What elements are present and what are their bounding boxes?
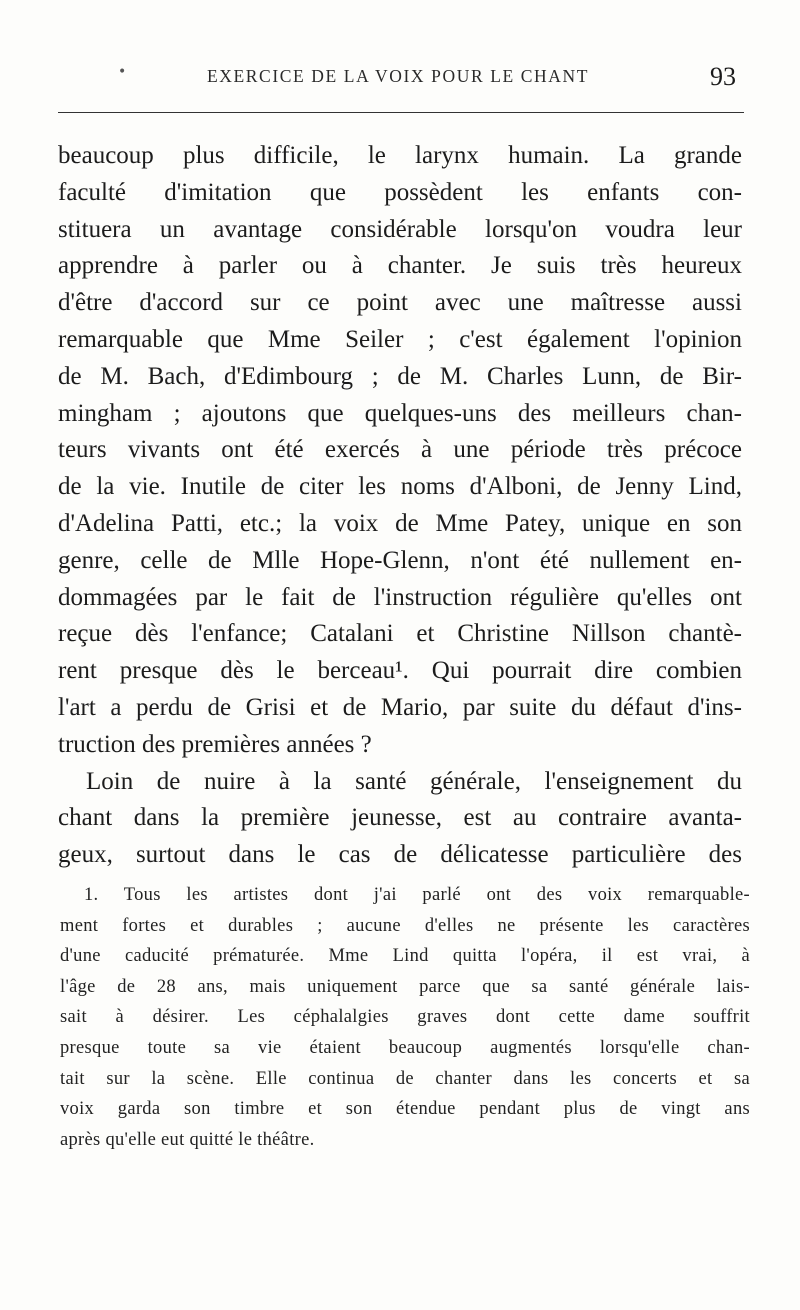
text-line: dommagées par le fait de l'instruction régulière qu'elles ont	[58, 583, 742, 611]
text-line: remarquable que Mme Seiler ; c'est également l'opinion	[58, 325, 742, 353]
footnote-line: après qu'elle eut quitté le théâtre.	[60, 1129, 315, 1150]
footnote-line: presque toute sa vie étaient beaucoup augmentés lorsqu'elle chan-	[60, 1037, 750, 1058]
text-line: d'Adelina Patti, etc.; la voix de Mme Patey, unique en son	[58, 509, 742, 537]
text-line: geux, surtout dans le cas de délicatesse particulière des	[58, 841, 742, 869]
footnote-line: l'âge de 28 ans, mais uniquement parce que sa santé générale lais-	[60, 976, 750, 997]
footnote-line: d'une caducité prématurée. Mme Lind quitta l'opéra, il est vrai, à	[60, 946, 750, 967]
text-line: l'art a perdu de Grisi et de Mario, par suite du défaut d'ins-	[58, 693, 742, 721]
text-line: truction des premières années ?	[58, 730, 372, 758]
footnote-block	[60, 880, 750, 1155]
text-line: reçue dès l'enfance; Catalani et Christine Nillson chantè-	[58, 620, 742, 648]
header-rule	[58, 112, 744, 113]
footnote-line: 1. Tous les artistes dont j'ai parlé ont des voix remarquable-	[84, 885, 750, 905]
text-line: chant dans la première jeunesse, est au contraire avanta-	[58, 804, 742, 832]
footnote-line: tait sur la scène. Elle continua de chanter dans les concerts et sa	[60, 1068, 750, 1089]
running-title: EXERCICE DE LA VOIX POUR LE CHANT	[206, 66, 590, 86]
text-line: rent presque dès le berceau¹. Qui pourrait dire combien	[58, 657, 742, 685]
text-line: d'être d'accord sur ce point avec une maîtresse aussi	[58, 289, 742, 317]
text-line: de la vie. Inutile de citer les noms d'Alboni, de Jenny Lind,	[58, 473, 742, 501]
page-number: 93	[710, 62, 736, 91]
footnote-line: sait à désirer. Les céphalalgies graves dont cette dame souffrit	[60, 1007, 750, 1028]
text-line: stituera un avantage considérable lorsqu'on voudra leur	[58, 215, 742, 243]
footnote-line: voix garda son timbre et son étendue pendant plus de vingt ans	[60, 1099, 750, 1120]
text-line: faculté d'imitation que possèdent les enfants con-	[58, 178, 742, 206]
text-line: teurs vivants ont été exercés à une période très précoce	[58, 436, 742, 464]
text-line: beaucoup plus difficile, le larynx humain. La grande	[58, 142, 742, 169]
running-header	[56, 62, 740, 98]
text-line: de M. Bach, d'Edimbourg ; de M. Charles Lunn, de Bir-	[58, 362, 742, 390]
text-line: mingham ; ajoutons que quelques-uns des meilleurs chan-	[58, 399, 742, 427]
main-text	[58, 138, 742, 874]
text-line: apprendre à parler ou à chanter. Je suis très heureux	[58, 252, 742, 280]
text-line: genre, celle de Mlle Hope-Glenn, n'ont été nullement en-	[58, 546, 742, 574]
footnote-line: ment fortes et durables ; aucune d'elles ne présente les caractères	[60, 915, 750, 936]
header-mark: •	[118, 64, 127, 80]
text-line: Loin de nuire à la santé générale, l'enseignement du	[86, 767, 742, 795]
